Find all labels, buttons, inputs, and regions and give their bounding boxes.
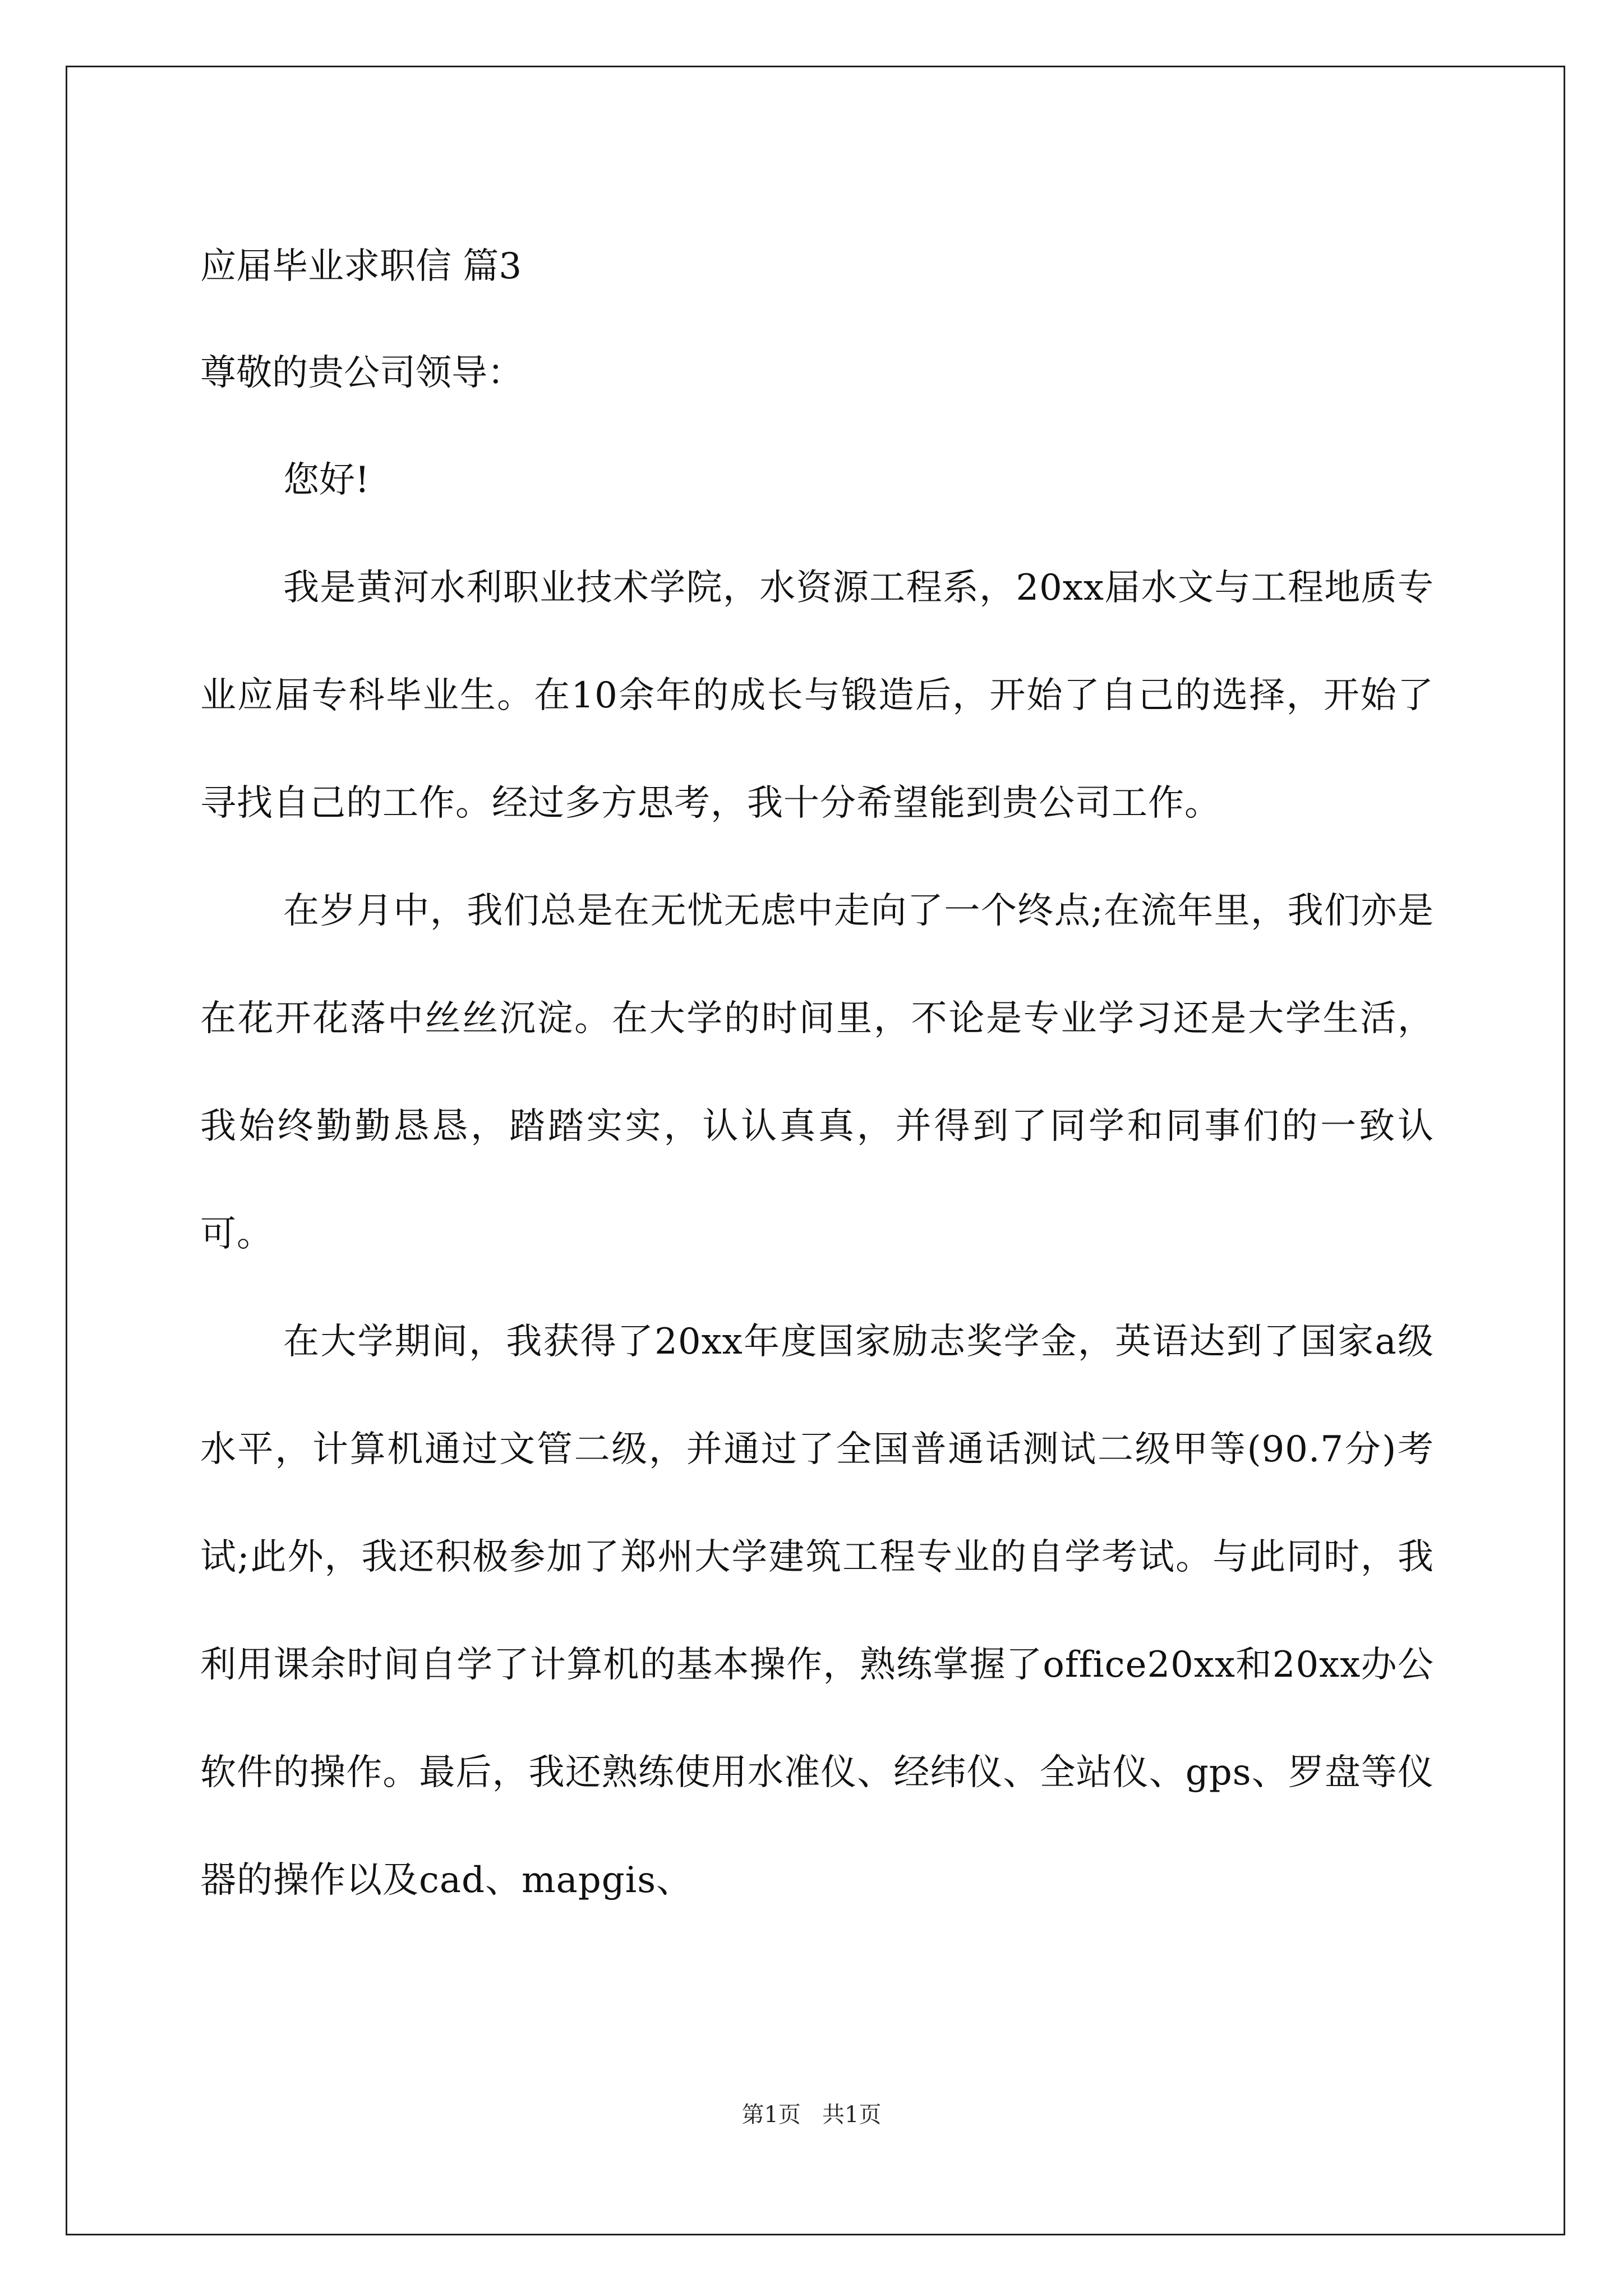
document-title: 应届毕业求职信 篇3 <box>200 246 522 287</box>
paragraph-1: 我是黄河水利职业技术学院，水资源工程系，20xx届水文与工程地质专业应届专科毕业生。在10余年的成长与锻造后，开始了自己的选择，开始了寻找自己的工作。经过多方思考，我十分希望能到贵公司工作。 <box>200 567 1434 824</box>
greeting: 您好! <box>283 459 370 501</box>
page-footer: 第1页 共1页 <box>741 2102 882 2128</box>
paragraph-2: 在岁月中，我们总是在无忧无虑中走向了一个终点;在流年里，我们亦是在花开花落中丝丝沉淀。在大学的时间里，不论是专业学习还是大学生活，我始终勤勤恳恳，踏踏实实，认认真真，并得到了同学和同事们的一致认可。 <box>200 890 1434 1255</box>
salutation: 尊敬的贵公司领导： <box>200 352 523 394</box>
paragraph-3: 在大学期间，我获得了20xx年度国家励志奖学金，英语达到了国家a级水平，计算机通过文管二级，并通过了全国普通话测试二级甲等(90.7分)考试;此外，我还积极参加了郑州大学建筑工程专业的自学考试。与此同时，我利用课余时间自学了计算机的基本操作，熟练掌握了office20xx和20xx办公软件的操作。最后，我还熟练使用水准仪、经纬仪、全站仪、gps、罗盘等仪器的操作以及cad、mapgis、 <box>200 1321 1434 1901</box>
document-body <box>200 213 1434 1934</box>
